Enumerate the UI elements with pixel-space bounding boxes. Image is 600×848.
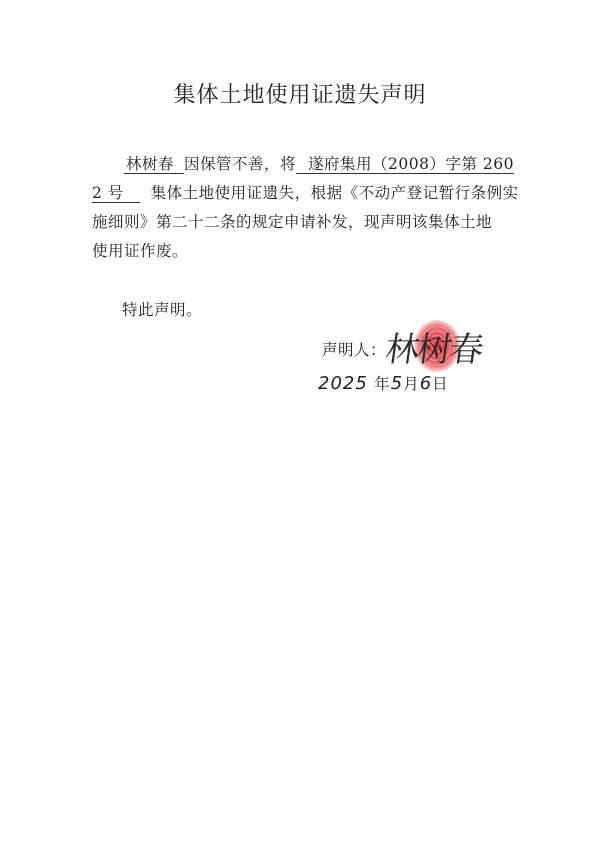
body-line-1	[92, 150, 522, 179]
body-line-4: 使用证作废。	[92, 242, 189, 260]
date-year: 2025	[318, 373, 368, 394]
declaration-body	[92, 150, 522, 266]
body-text-1: 因保管不善，将	[184, 155, 297, 173]
holder-name: 林树春	[124, 155, 184, 174]
body-line-2	[92, 179, 522, 208]
certificate-number-part1: 遂府集用（2008）字第 260	[296, 155, 514, 174]
handwritten-signature: 林树春	[382, 330, 485, 370]
certificate-number-part2: 2 号	[92, 184, 140, 203]
date-month-label: 月	[403, 375, 420, 393]
body-line-3: 施细则》第二十二条的规定申请补发，现声明该集体土地	[92, 213, 493, 231]
date-month: 5	[390, 373, 404, 394]
date-day: 6	[419, 373, 433, 394]
closing-statement: 特此声明。	[122, 301, 203, 319]
body-text-2: 集体土地使用证遗失，根据《不动产登记暂行条例实	[150, 184, 519, 202]
date-day-label: 日	[432, 375, 449, 393]
declarant-label: 声明人：	[322, 341, 387, 359]
page-title: 集体土地使用证遗失声明	[173, 83, 427, 108]
date-year-label: 年	[374, 375, 391, 393]
declaration-date	[318, 372, 449, 394]
